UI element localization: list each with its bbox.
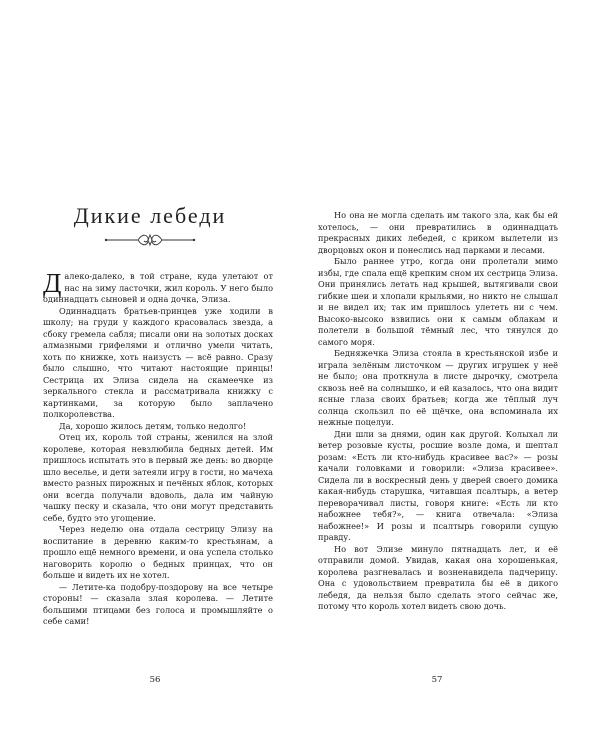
chapter-title: Дикие лебеди <box>73 203 227 228</box>
paragraph: — Летите-ка подобру-поздорову на все четыре стороны! — сказала злая королева. — Летите большими птицами без голоса и промышляйте о себе сами! <box>43 581 273 626</box>
paragraph: Отец их, король той страны, женился на злой королеве, которая невзлюбила бедных детей. Им пришлось испытать это в первый же день: во дворце шло веселье, и дети затеяли игру в гости, но мачеха вместо разных пирожных и печёных яблок, которых они всегда получали вдоволь, дала им чайную чашку песку и сказала, что они могут представить себе, будто это угощение. <box>43 432 273 523</box>
page-number-right: 57 <box>431 675 443 685</box>
paragraph: Бедняжечка Элиза стояла в крестьянской избе и играла зелёным листочком — других игрушек у неё не было; она проткнула в листе дырочку, смотрела сквозь неё на солнышко, и ей казалось, что она видит ясные глаза своих братьев; когда же тёплый луч солнца скользил по её щёчке, она вспоминала их нежные поцелуи. <box>318 348 558 427</box>
paragraph: Через неделю она отдала сестрицу Элизу на воспитание в деревню каким-то крестьянам, а прошло ещё немного времени, и она успела столько наговорить королю о бедных принцах, что он больше и видеть их не хотел. <box>43 524 273 580</box>
paragraph: Дни шли за днями, один как другой. Колыхал ли ветер розовые кусты, росшие возле дома, и шептал розам: «Есть ли кто-нибудь красивее вас?» — розы качали головками и говорили: «Элиза красивее». Сидела ли в воскресный день у дверей своего домика какая-нибудь старушка, читавшая псалтырь, а ветер переворачивал листы, говоря книге: «Есть ли кто набожнее тебя?», — книга отвечала: «Элиза набожнее!» И розы и псалтырь говорили сущую правду. <box>318 428 558 542</box>
paragraph: Но вот Элизе минуло пятнадцать лет, и её отправили домой. Увидав, какая она хорошенькая, королева разгневалась и возненавидела падчерицу. Она с удовольствием превратила бы её в дикого лебедя, да нельзя было сделать этого сейчас же, потому что король хотел видеть свою дочь. <box>318 543 558 611</box>
right-page-text <box>318 210 558 613</box>
paragraph: Но она не могла сделать им такого зла, как бы ей хотелось, — они превратились в одиннадцать прекрасных диких лебедей, с криком вылетели из дворцовых окон и понеслись над парками и лесами. <box>318 210 558 255</box>
paragraph: Было раннее утро, когда они пролетали мимо избы, где спала ещё крепким сном их сестрица Элиза. Они принялись летать над крышей, вытягивали свои гибкие шеи и хлопали крыльями, но никто не слышал и не видел их; так им пришлось улететь ни с чем. Высоко-высоко взвились они к самым облакам и полетели в большой тёмный лес, что тянулся до самого моря. <box>318 256 558 347</box>
paragraph: Далеко-далеко, в той стране, куда улетают от нас на зиму ласточки, жил король. У него было одиннадцать сыновей и одна дочка, Элиза. <box>43 268 273 304</box>
left-page-text <box>43 268 273 628</box>
drop-cap: Д <box>43 268 62 298</box>
page-number-left: 56 <box>149 675 161 685</box>
paragraph: Одиннадцать братьев-принцев уже ходили в школу; на груди у каждого красовалась звезда, а сбоку гремела сабля; писали они на золотых досках алмазными грифелями и отлично умели читать, хоть по книжке, хоть наизусть — всё равно. Сразу было слышно, что читают настоящие принцы! Сестрица их Элиза сидела на скамеечке из зеркального стекла и рассматривала книжку с картинками, за которую было заплачено полкоролевства. <box>43 305 273 419</box>
paragraph: Да, хорошо жилось детям, только недолго! <box>59 420 247 431</box>
ornament-divider-icon <box>104 232 196 248</box>
